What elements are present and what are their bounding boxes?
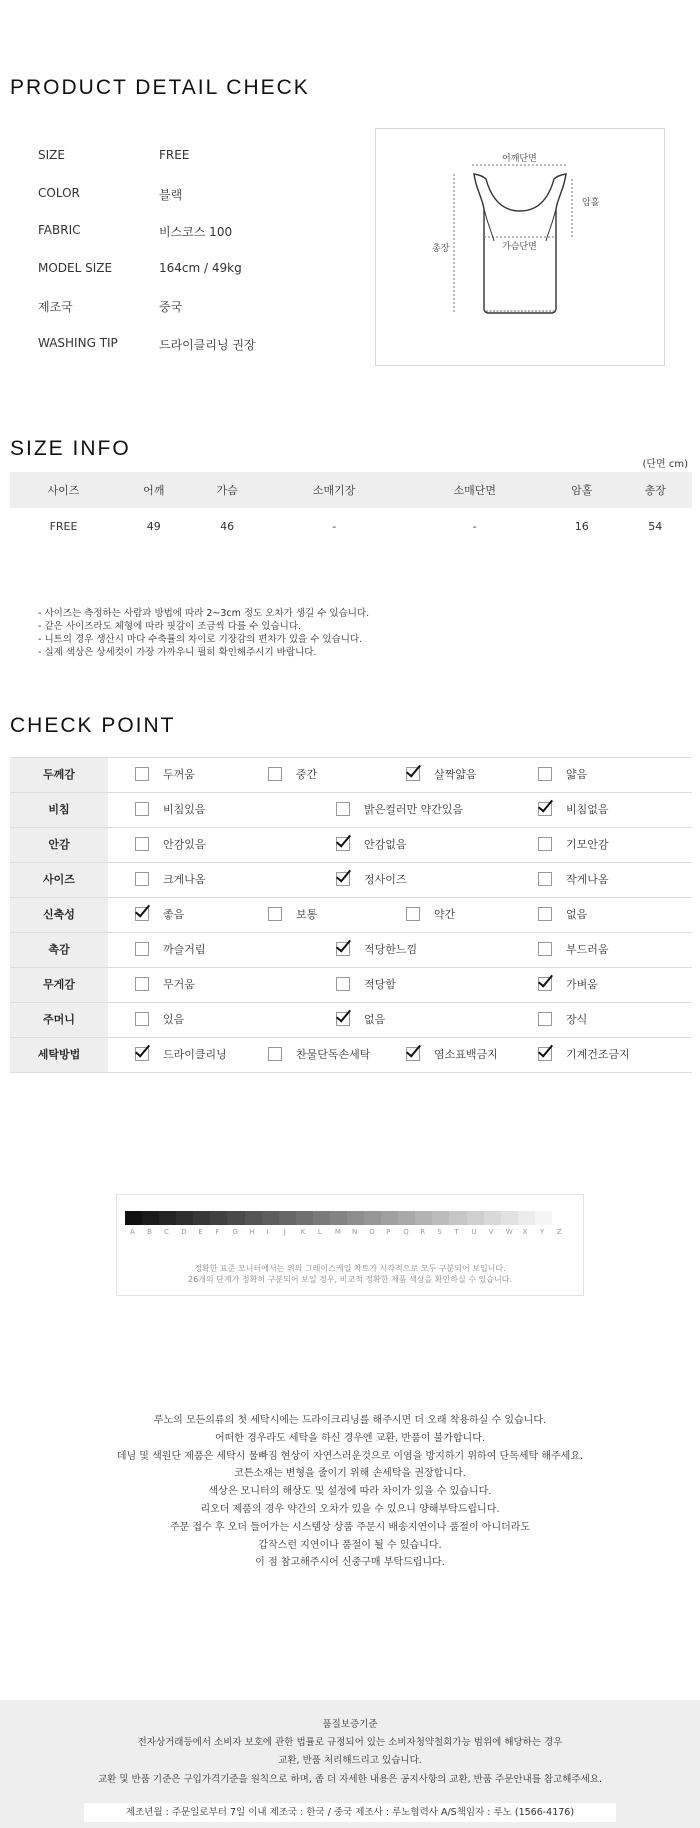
care-notice-line: 어떠한 경우라도 세탁을 하신 경우엔 교환, 반품이 불가합니다. <box>214 1432 486 1444</box>
grayscale-letter: D <box>181 1228 187 1236</box>
checkbox-icon[interactable] <box>135 1012 149 1026</box>
grayscale-swatch <box>467 1211 484 1225</box>
grayscale-swatch <box>415 1211 432 1225</box>
size-unit: (단면 cm) <box>642 459 688 470</box>
grayscale-swatch <box>518 1211 535 1225</box>
check-option[interactable] <box>538 1003 587 1037</box>
check-option-label: 좋음 <box>163 908 185 921</box>
check-option[interactable] <box>135 793 206 827</box>
grayscale-note-2: 26개의 단계가 정확히 구분되어 보일 경우, 비교적 정확한 제품 색상을 확인하실 수 있습니다. <box>188 1275 512 1284</box>
grayscale-swatch <box>210 1211 227 1225</box>
spec-value: FREE <box>159 148 190 162</box>
grayscale-letter: G <box>232 1228 238 1236</box>
grayscale-letter: F <box>215 1228 220 1236</box>
grayscale-letter: V <box>488 1228 494 1236</box>
grayscale-letter: T <box>454 1228 459 1236</box>
grayscale-swatch <box>227 1211 244 1225</box>
check-option-label: 정사이즈 <box>364 873 407 886</box>
diagram-label-shoulder: 어깨단면 <box>502 154 537 164</box>
checked-checkbox-icon[interactable] <box>135 907 149 921</box>
footer-line-2: 교환, 반품 처리해드리고 있습니다. <box>278 1755 422 1766</box>
checked-checkbox-icon[interactable] <box>406 1047 420 1061</box>
check-option-label: 장식 <box>566 1013 588 1026</box>
grayscale-swatch <box>398 1211 415 1225</box>
checkbox-icon[interactable] <box>538 872 552 886</box>
checked-checkbox-icon[interactable] <box>135 1047 149 1061</box>
check-row <box>10 968 692 1003</box>
grayscale-swatch <box>347 1211 364 1225</box>
check-option-label: 얇음 <box>566 768 588 781</box>
quality-guarantee-footer <box>0 1700 700 1828</box>
grayscale-swatch <box>262 1211 279 1225</box>
care-notice-line: 주문 접수 후 오더 들어가는 시스템상 상품 주문시 배송지연이나 품절이 아니더라도 <box>169 1521 531 1533</box>
size-value-cell: FREE <box>49 519 78 533</box>
care-notice-line: 루노의 모든의류의 첫 세탁시에는 드라이크리닝를 해주시면 더 오래 착용하실 수 있습니다. <box>153 1415 547 1426</box>
check-option[interactable] <box>135 863 206 897</box>
grayscale-swatch <box>296 1211 313 1225</box>
size-header-cell: 가슴 <box>190 472 263 508</box>
check-row-label: 두께감 <box>10 758 108 792</box>
check-option[interactable] <box>538 898 587 932</box>
check-row-label: 사이즈 <box>10 863 108 897</box>
check-option-label: 비침없음 <box>566 803 609 816</box>
check-option[interactable] <box>336 828 407 862</box>
size-info-title: SIZE INFO <box>10 437 131 460</box>
check-option[interactable] <box>538 933 609 967</box>
check-row <box>10 828 692 863</box>
grayscale-letter: M <box>334 1228 341 1236</box>
check-row-label: 무게감 <box>10 968 108 1002</box>
check-option-label: 찬물단독손세탁 <box>296 1048 371 1061</box>
size-header-cell: 소매단면 <box>404 472 545 508</box>
check-row-label: 비침 <box>10 793 108 827</box>
size-header-cell: 어깨 <box>117 472 190 508</box>
check-row <box>10 793 692 828</box>
care-notice-line: 이 점 참고해주시어 신중구매 부탁드립니다. <box>255 1557 445 1569</box>
check-option[interactable] <box>336 1003 385 1037</box>
spec-label: SIZE <box>38 148 65 162</box>
check-option[interactable] <box>268 758 317 792</box>
grayscale-swatch <box>142 1211 159 1225</box>
check-option-label: 없음 <box>566 908 588 921</box>
diagram-label-length: 총장 <box>432 244 450 254</box>
check-option-label: 약간 <box>434 908 456 921</box>
check-option-label: 작게나옴 <box>566 873 609 886</box>
spec-label: FABRIC <box>38 223 81 237</box>
check-option-label: 없음 <box>364 1013 386 1026</box>
spec-label: WASHING TIP <box>38 335 118 350</box>
care-notice-line: 리오더 제품의 경우 약간의 오차가 있을 수 있으니 양해부탁드립니다. <box>200 1504 500 1515</box>
check-option-label: 부드러움 <box>566 943 609 956</box>
size-note-line: - 니트의 경우 생산시 마다 수축률의 차이로 기장감의 편차가 있을 수 있습니다. <box>38 634 363 645</box>
check-option-label: 크게나옴 <box>163 873 206 886</box>
grayscale-letter: R <box>420 1228 426 1236</box>
check-option-label: 밝은컬러만 약간있음 <box>364 803 464 816</box>
size-note-line: - 같은 사이즈라도 체형에 따라 핏감이 조금씩 다를 수 있습니다. <box>38 621 302 632</box>
check-option[interactable] <box>336 793 463 827</box>
check-row-label: 안감 <box>10 828 108 862</box>
diagram-label-chest: 가슴단면 <box>502 242 537 252</box>
care-notice-line: 코튼소재는 변형을 줄이기 위해 손세탁을 권장합니다. <box>234 1468 466 1480</box>
checkbox-icon[interactable] <box>538 907 552 921</box>
care-notice-line: 갑작스런 지연이나 품절이 될 수 있습니다. <box>258 1539 442 1551</box>
grayscale-letter: L <box>317 1228 322 1236</box>
grayscale-swatch <box>432 1211 449 1225</box>
check-row <box>10 758 692 793</box>
checked-checkbox-icon[interactable] <box>538 802 552 816</box>
product-detail-title: PRODUCT DETAIL CHECK <box>10 76 310 99</box>
grayscale-swatch <box>330 1211 347 1225</box>
checkbox-icon[interactable] <box>268 907 282 921</box>
spec-label: 제조국 <box>38 300 73 314</box>
grayscale-letter: B <box>147 1228 152 1236</box>
grayscale-letter: Y <box>539 1228 545 1236</box>
check-option-label: 보통 <box>296 908 318 921</box>
checked-checkbox-icon[interactable] <box>538 977 552 991</box>
grayscale-swatch <box>159 1211 176 1225</box>
check-option-label: 염소표백금지 <box>434 1048 498 1061</box>
check-option[interactable] <box>135 758 195 792</box>
size-table <box>10 472 692 544</box>
checkbox-icon[interactable] <box>268 767 282 781</box>
check-row-label: 주머니 <box>10 1003 108 1037</box>
size-value-cell: 49 <box>146 519 161 533</box>
check-row <box>10 898 692 933</box>
spec-value: 비스코스 100 <box>159 225 233 239</box>
grayscale-swatch <box>501 1211 518 1225</box>
grayscale-swatch <box>279 1211 296 1225</box>
check-point-divider <box>10 1072 692 1073</box>
check-option[interactable] <box>135 933 206 967</box>
footer-title: 품질보증기준 <box>322 1719 378 1730</box>
grayscale-chart <box>116 1194 584 1296</box>
spec-value: 164cm / 49kg <box>159 260 242 275</box>
check-option[interactable] <box>135 1038 227 1072</box>
check-option[interactable] <box>135 828 206 862</box>
grayscale-swatch <box>449 1211 466 1225</box>
grayscale-letter: I <box>266 1228 269 1236</box>
spec-value: 드라이클리닝 권장 <box>159 337 256 352</box>
checkbox-icon[interactable] <box>135 837 149 851</box>
checkbox-icon[interactable] <box>406 907 420 921</box>
checkbox-icon[interactable] <box>538 837 552 851</box>
check-option[interactable] <box>135 898 184 932</box>
size-header-cell: 암홀 <box>545 472 618 508</box>
grayscale-letter: C <box>164 1228 170 1236</box>
spec-value: 중국 <box>159 300 183 314</box>
size-note-line: - 사이즈는 측정하는 사람과 방법에 따라 2~3cm 정도 오차가 생길 수 있습니다. <box>38 608 370 619</box>
size-value-cell: - <box>332 519 337 533</box>
grayscale-letter: O <box>369 1228 375 1236</box>
check-row-label: 촉감 <box>10 933 108 967</box>
check-option[interactable] <box>135 1003 184 1037</box>
checked-checkbox-icon[interactable] <box>336 872 350 886</box>
checkbox-icon[interactable] <box>135 802 149 816</box>
check-option-label: 까슬거림 <box>163 943 206 956</box>
checked-checkbox-icon[interactable] <box>406 767 420 781</box>
check-option-label: 살짝얇음 <box>434 768 477 781</box>
size-value-cell: 46 <box>220 519 235 533</box>
check-option[interactable] <box>135 968 195 1002</box>
checked-checkbox-icon[interactable] <box>336 1012 350 1026</box>
check-option-label: 중간 <box>296 768 318 781</box>
garment-diagram <box>375 128 665 366</box>
check-option-label: 두꺼움 <box>163 768 195 781</box>
check-option-label: 있음 <box>163 1013 185 1026</box>
check-option-label: 무거움 <box>163 978 195 991</box>
care-notice-line: 색상은 모니터의 해상도 및 설정에 따라 차이가 있을 수 있습니다. <box>208 1486 492 1498</box>
check-row <box>10 863 692 898</box>
grayscale-swatch <box>125 1211 142 1225</box>
checked-checkbox-icon[interactable] <box>336 942 350 956</box>
grayscale-letter: K <box>300 1228 306 1236</box>
check-row <box>10 933 692 968</box>
checkbox-icon[interactable] <box>135 942 149 956</box>
grayscale-swatch <box>484 1211 501 1225</box>
check-row <box>10 1003 692 1038</box>
size-table-row <box>10 508 692 544</box>
grayscale-gradient <box>125 1211 569 1225</box>
size-header-cell: 사이즈 <box>10 472 117 508</box>
size-table-header <box>10 472 692 508</box>
size-value-cell: - <box>472 519 477 533</box>
check-option[interactable] <box>406 898 455 932</box>
grayscale-swatch <box>313 1211 330 1225</box>
check-option-label: 적당함 <box>364 978 396 991</box>
check-option[interactable] <box>538 828 609 862</box>
check-option[interactable] <box>538 1038 630 1072</box>
size-notes <box>38 607 369 659</box>
size-value-cell: 16 <box>574 519 589 533</box>
diagram-label-armhole: 암홀 <box>582 198 600 208</box>
checkbox-icon[interactable] <box>336 802 350 816</box>
grayscale-letter: H <box>249 1228 255 1236</box>
checked-checkbox-icon[interactable] <box>538 1047 552 1061</box>
checkbox-icon[interactable] <box>336 977 350 991</box>
check-option[interactable] <box>538 758 587 792</box>
grayscale-swatch <box>176 1211 193 1225</box>
checkbox-icon[interactable] <box>538 767 552 781</box>
check-point-title: CHECK POINT <box>10 714 176 737</box>
check-option[interactable] <box>336 863 407 897</box>
check-option[interactable] <box>406 1038 498 1072</box>
check-row-label: 세탁방법 <box>10 1038 108 1072</box>
checkbox-icon[interactable] <box>538 942 552 956</box>
check-option[interactable] <box>268 1038 370 1072</box>
check-option-label: 안감있음 <box>163 838 206 851</box>
grayscale-letter: Z <box>556 1228 562 1236</box>
size-value-cell: 54 <box>648 519 663 533</box>
checkbox-icon[interactable] <box>135 977 149 991</box>
care-notice-line: 데님 및 색원단 제품은 세탁시 물빠짐 현상이 자연스러운것으로 이염을 방지하기 위하여 단독세탁 해주세요. <box>116 1450 584 1462</box>
checkbox-icon[interactable] <box>268 1047 282 1061</box>
spec-label: COLOR <box>38 185 80 200</box>
check-option[interactable] <box>406 758 477 792</box>
checkbox-icon[interactable] <box>135 767 149 781</box>
grayscale-note-1: 정확한 표준 모니터에서는 위의 그레이스케일 차트가 시각적으로 모두 구분되어 보입니다. <box>194 1264 506 1273</box>
check-option[interactable] <box>336 933 417 967</box>
grayscale-letter: J <box>283 1228 286 1236</box>
grayscale-letter: X <box>522 1228 528 1236</box>
check-row <box>10 1038 692 1073</box>
checkbox-icon[interactable] <box>538 1012 552 1026</box>
check-option-label: 가벼움 <box>566 978 598 991</box>
grayscale-swatch <box>535 1211 552 1225</box>
check-option[interactable] <box>538 968 598 1002</box>
size-note-line: - 실제 색상은 상세컷이 가장 가까우니 필히 확인해주시기 바랍니다. <box>38 647 317 658</box>
grayscale-letter: N <box>352 1228 358 1236</box>
size-header-cell: 소매기장 <box>264 472 405 508</box>
grayscale-letter: P <box>386 1228 391 1236</box>
check-option-label: 기계건조금지 <box>566 1048 630 1061</box>
check-option[interactable] <box>268 898 317 932</box>
grayscale-letter: W <box>505 1228 513 1236</box>
check-option-label: 드라이클리닝 <box>163 1048 227 1061</box>
grayscale-swatch <box>245 1211 262 1225</box>
spec-value: 블랙 <box>159 187 183 202</box>
grayscale-letter: S <box>437 1228 442 1236</box>
checked-checkbox-icon[interactable] <box>336 837 350 851</box>
spec-label: MODEL SIZE <box>38 260 113 275</box>
grayscale-letter: Q <box>403 1228 409 1236</box>
grayscale-swatch <box>364 1211 381 1225</box>
grayscale-swatch <box>552 1211 569 1225</box>
grayscale-letter: A <box>130 1228 135 1236</box>
footer-manufacture-info: 제조년월 : 주문일로부터 7일 이내 제조국 : 한국 / 중국 제조사 : 루노협력사 A/S책임자 : 루노 (1566-4176) <box>84 1803 616 1822</box>
check-option-label: 기모안감 <box>566 838 609 851</box>
check-option-label: 안감없음 <box>364 838 407 851</box>
footer-line-3: 교환 및 반품 기준은 구입가격기준을 원칙으로 하며, 좀 더 자세한 내용은 공지사항의 교환, 반품 주문안내를 참고해주세요. <box>97 1774 603 1785</box>
size-header-cell: 총장 <box>618 472 692 508</box>
check-option[interactable] <box>336 968 396 1002</box>
grayscale-swatch <box>193 1211 210 1225</box>
grayscale-letter: E <box>198 1228 203 1236</box>
check-option-label: 적당한느낌 <box>364 943 418 956</box>
footer-line-1: 전자상거래등에서 소비자 보호에 관한 법률로 규정되어 있는 소비자청약철회가능 범위에 해당하는 경우 <box>137 1737 563 1748</box>
check-option[interactable] <box>538 793 609 827</box>
checkbox-icon[interactable] <box>135 872 149 886</box>
check-option[interactable] <box>538 863 609 897</box>
grayscale-swatch <box>381 1211 398 1225</box>
check-option-label: 비침있음 <box>163 803 206 816</box>
grayscale-letter: U <box>471 1228 477 1236</box>
check-row-label: 신축성 <box>10 898 108 932</box>
